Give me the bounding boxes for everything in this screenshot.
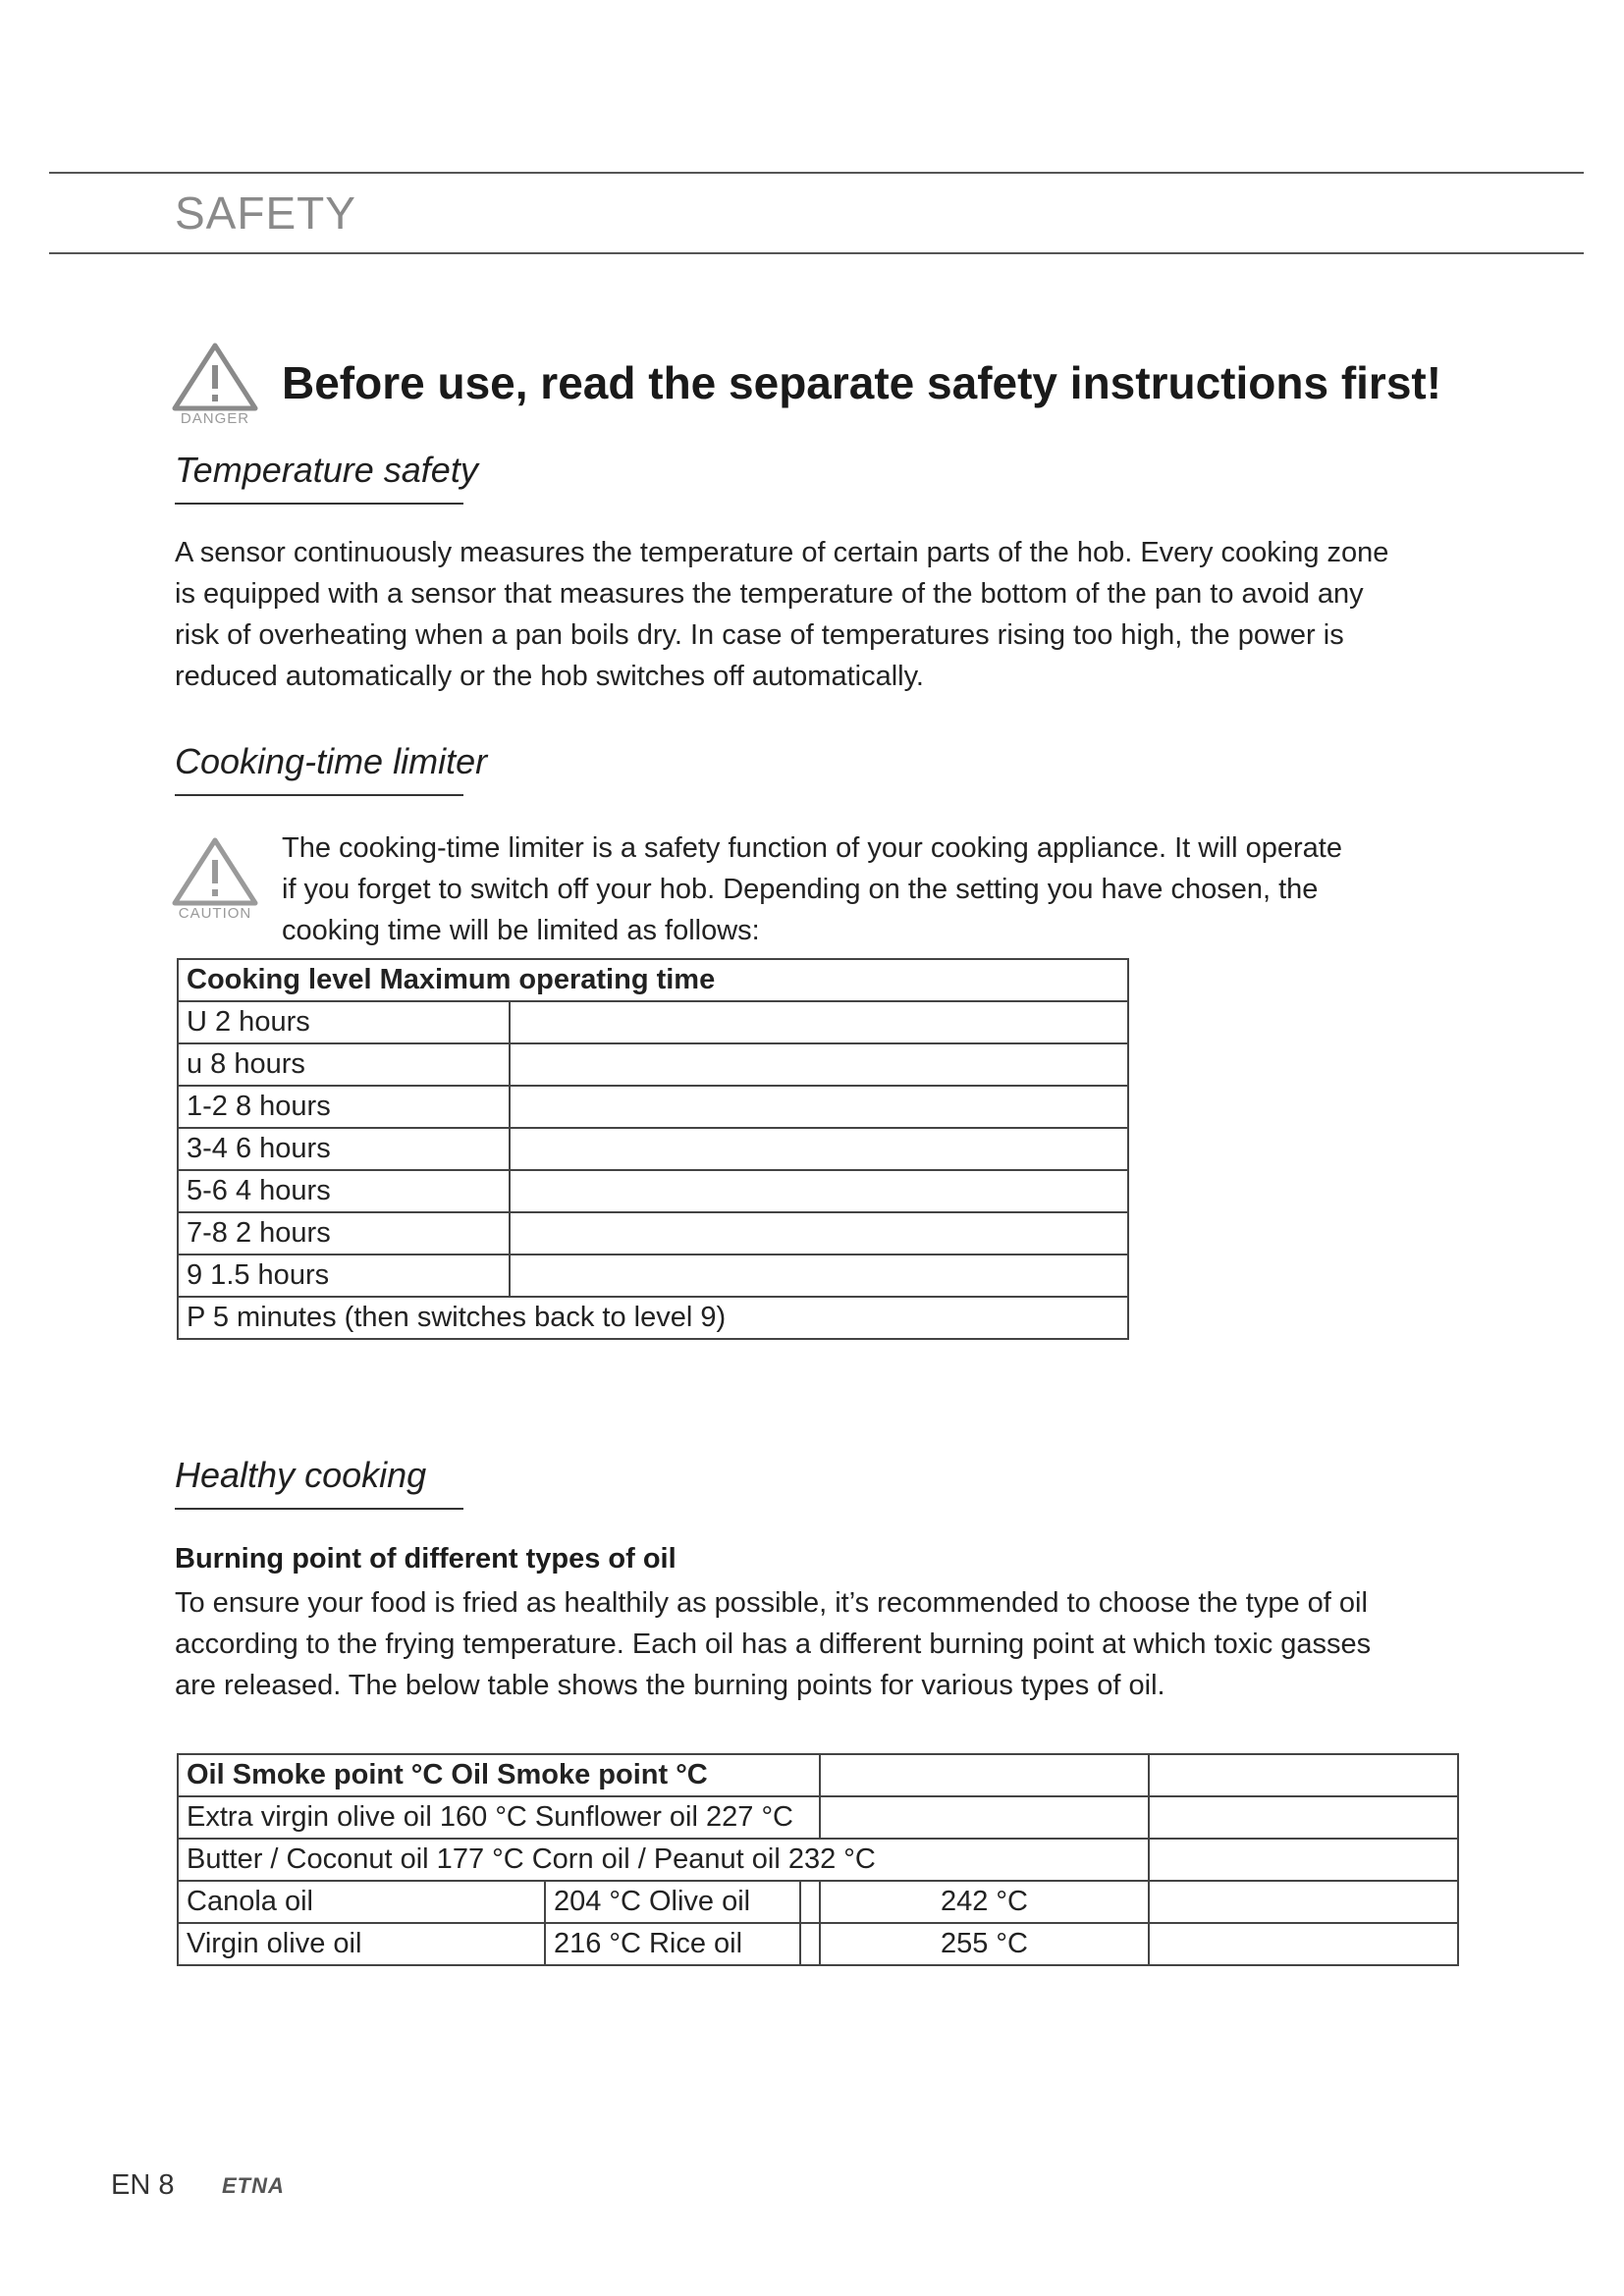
- table-row: [178, 1881, 1458, 1923]
- text-line: cooking time will be limited as follows:: [282, 915, 760, 946]
- table-cell: [510, 1170, 1128, 1212]
- table-cell: [1149, 1923, 1458, 1965]
- brand-logo: ETNA: [222, 2173, 285, 2198]
- table-row: [178, 1796, 1458, 1839]
- warning-triangle-icon: [171, 342, 259, 412]
- table-cell: [1149, 1881, 1458, 1923]
- table-cell: [1149, 1839, 1458, 1881]
- table-cell: [510, 1128, 1128, 1170]
- table-cell: 9 1.5 hours: [178, 1255, 510, 1297]
- table-header-row: [178, 959, 1128, 1001]
- table-row: [178, 1839, 1458, 1881]
- table-cell: [820, 1754, 1149, 1796]
- text-line: A sensor continuously measures the temperature of certain parts of the hob. Every cooking zone: [175, 537, 1389, 568]
- table-cell: 242 °C: [820, 1881, 1149, 1923]
- danger-label: DANGER: [180, 410, 250, 427]
- healthy-cooking-text: [175, 1582, 1481, 1706]
- table-header-cell: Cooking level Maximum operating time: [178, 959, 1128, 1001]
- table-cell: u 8 hours: [178, 1043, 510, 1086]
- text-line: according to the frying temperature. Each oil has a different burning point at which toxic gasses: [175, 1629, 1372, 1660]
- table-cell: [800, 1923, 820, 1965]
- table-row: [178, 1212, 1128, 1255]
- text-line: are released. The below table shows the burning points for various types of oil.: [175, 1670, 1165, 1701]
- table-cell: U 2 hours: [178, 1001, 510, 1043]
- table-row: [178, 1255, 1128, 1297]
- table-cell: Canola oil: [178, 1881, 545, 1923]
- temperature-safety-underline: [175, 503, 463, 505]
- table-row: [178, 1297, 1128, 1339]
- table-cell: 7-8 2 hours: [178, 1212, 510, 1255]
- healthy-cooking-underline: [175, 1508, 463, 1510]
- table-header-cell: Oil Smoke point °C Oil Smoke point °C: [178, 1754, 820, 1796]
- table-cell: [510, 1212, 1128, 1255]
- table-cell: [1149, 1754, 1458, 1796]
- page-number: EN 8: [111, 2169, 175, 2201]
- table-cell: 255 °C: [820, 1923, 1149, 1965]
- text-line: if you forget to switch off your hob. Depending on the setting you have chosen, the: [282, 874, 1319, 905]
- cooking-time-limiter-title: Cooking-time limiter: [175, 741, 488, 781]
- cooking-time-limiter-text: [282, 828, 1489, 951]
- table-cell: Butter / Coconut oil 177 °C Corn oil / Peanut oil 232 °C: [178, 1839, 1149, 1881]
- table-row: [178, 1923, 1458, 1965]
- temperature-safety-text: [175, 532, 1481, 697]
- table-cell: [510, 1043, 1128, 1086]
- table-cell: 3-4 6 hours: [178, 1128, 510, 1170]
- oil-smoke-point-table: [177, 1753, 1459, 1966]
- danger-warning: [171, 342, 259, 427]
- table-row: [178, 1128, 1128, 1170]
- table-cell: Extra virgin olive oil 160 °C Sunflower oil 227 °C: [178, 1796, 820, 1839]
- table-cell: [510, 1255, 1128, 1297]
- burning-point-subheading: Burning point of different types of oil: [175, 1543, 677, 1575]
- table-cell: Virgin olive oil: [178, 1923, 545, 1965]
- table-cell: P 5 minutes (then switches back to level 9): [178, 1297, 1128, 1339]
- text-line: is equipped with a sensor that measures the temperature of the bottom of the pan to avoid any: [175, 578, 1364, 610]
- cooking-time-table: [177, 958, 1129, 1340]
- header-top-rule: [49, 172, 1584, 174]
- table-row: [178, 1043, 1128, 1086]
- table-cell: [510, 1086, 1128, 1128]
- table-row: [178, 1086, 1128, 1128]
- text-line: reduced automatically or the hob switches off automatically.: [175, 661, 924, 692]
- table-cell: 216 °C Rice oil: [545, 1923, 800, 1965]
- temperature-safety-title: Temperature safety: [175, 450, 478, 490]
- table-cell: [510, 1001, 1128, 1043]
- table-cell: 5-6 4 hours: [178, 1170, 510, 1212]
- table-row: [178, 1001, 1128, 1043]
- healthy-cooking-title: Healthy cooking: [175, 1455, 427, 1495]
- table-cell: [820, 1796, 1149, 1839]
- table-cell: [1149, 1796, 1458, 1839]
- table-row: [178, 1170, 1128, 1212]
- text-line: To ensure your food is fried as healthily as possible, it’s recommended to choose the type of oil: [175, 1587, 1368, 1619]
- warning-triangle-icon: [171, 836, 259, 907]
- text-line: risk of overheating when a pan boils dry. In case of temperatures rising too high, the power is: [175, 619, 1344, 651]
- table-header-row: [178, 1754, 1458, 1796]
- section-title: SAFETY: [175, 187, 356, 239]
- table-cell: [800, 1881, 820, 1923]
- caution-label: CAUTION: [178, 905, 252, 922]
- caution-warning: [171, 836, 259, 922]
- table-cell: 204 °C Olive oil: [545, 1881, 800, 1923]
- table-cell: 1-2 8 hours: [178, 1086, 510, 1128]
- text-line: The cooking-time limiter is a safety function of your cooking appliance. It will operate: [282, 832, 1342, 864]
- cooking-time-limiter-underline: [175, 794, 463, 796]
- header-bottom-rule: [49, 252, 1584, 254]
- main-heading: Before use, read the separate safety instructions first!: [282, 357, 1442, 408]
